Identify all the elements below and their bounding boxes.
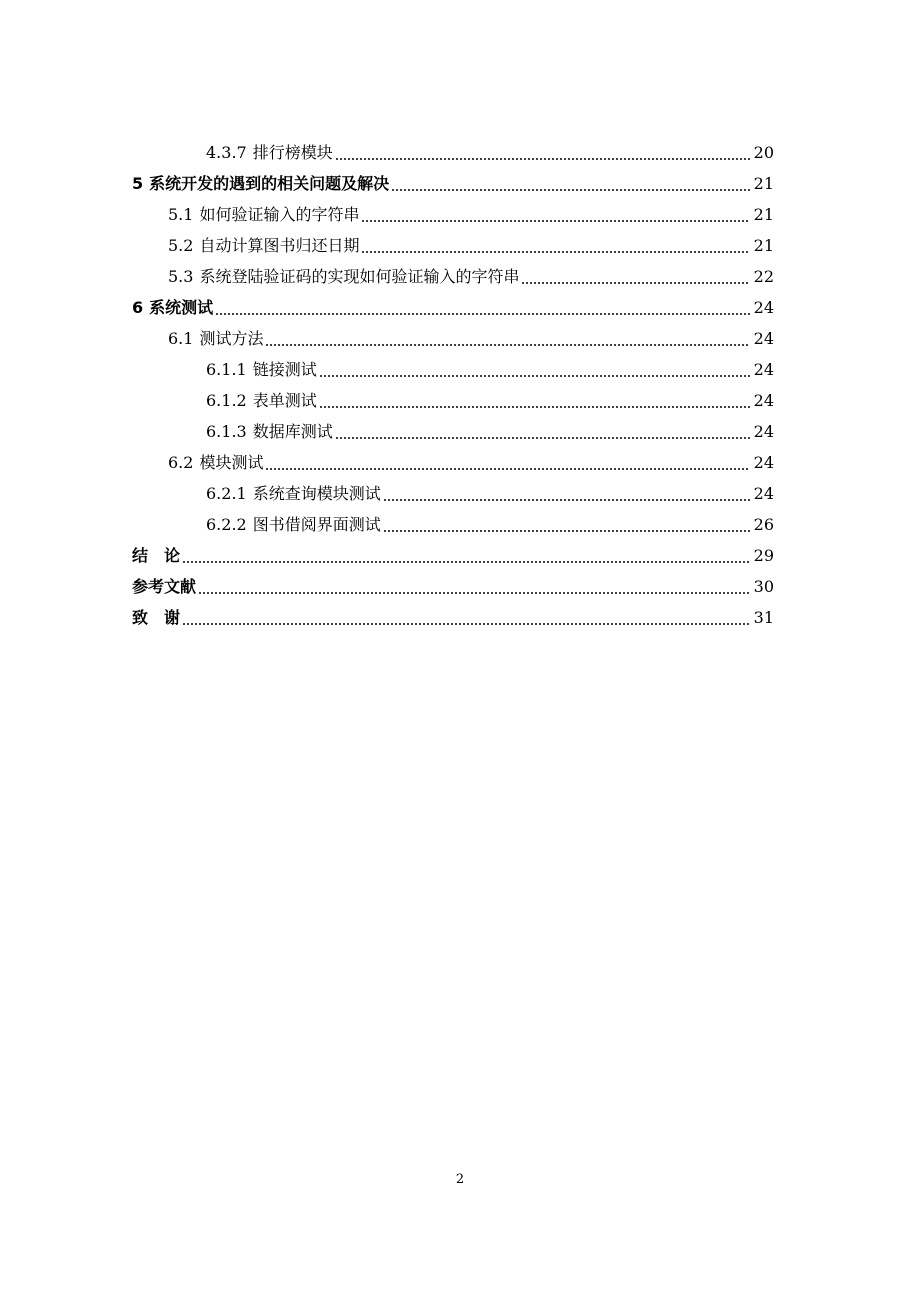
toc-entry[interactable] xyxy=(0,602,920,633)
toc-entry[interactable] xyxy=(0,540,920,571)
toc-entry-page: 24 xyxy=(753,391,774,410)
toc-entry-title: 参考文献 xyxy=(132,577,197,596)
toc-entry-title: 5.2 自动计算图书归还日期 xyxy=(168,236,360,255)
toc-leader-dots xyxy=(335,158,750,160)
toc-leader-dots xyxy=(182,623,750,625)
toc-entry-page: 24 xyxy=(753,298,774,317)
toc-leader-dots xyxy=(215,313,749,315)
toc-entry-page: 24 xyxy=(753,422,774,441)
toc-entry-page: 24 xyxy=(753,329,774,348)
toc-leader-dots xyxy=(383,499,750,501)
toc-entry-page: 21 xyxy=(753,205,774,224)
toc-entry-title: 6.1.3 数据库测试 xyxy=(206,422,333,441)
toc-leader-dots xyxy=(383,530,750,532)
toc-entry-title: 5 系统开发的遇到的相关问题及解决 xyxy=(132,174,390,193)
table-of-contents xyxy=(0,137,920,633)
toc-entry-title: 6 系统测试 xyxy=(132,298,214,317)
toc-leader-dots xyxy=(521,282,749,284)
toc-entry-page: 30 xyxy=(753,577,774,596)
toc-entry[interactable] xyxy=(0,137,920,168)
toc-entry-title: 致 谢 xyxy=(132,608,181,627)
toc-entry[interactable] xyxy=(0,385,920,416)
toc-entry-title: 5.1 如何验证输入的字符串 xyxy=(168,205,360,224)
toc-leader-dots xyxy=(361,251,749,253)
toc-entry-page: 22 xyxy=(753,267,774,286)
toc-entry[interactable] xyxy=(0,292,920,323)
toc-entry-page: 24 xyxy=(753,453,774,472)
toc-leader-dots xyxy=(182,561,750,563)
toc-entry-page: 24 xyxy=(753,360,774,379)
toc-entry[interactable] xyxy=(0,416,920,447)
toc-entry-title: 4.3.7 排行榜模块 xyxy=(206,143,333,162)
toc-entry[interactable] xyxy=(0,323,920,354)
toc-entry[interactable] xyxy=(0,571,920,602)
toc-entry[interactable] xyxy=(0,230,920,261)
toc-entry[interactable] xyxy=(0,354,920,385)
toc-entry-page: 26 xyxy=(753,515,774,534)
toc-entry-title: 5.3 系统登陆验证码的实现如何验证输入的字符串 xyxy=(168,267,520,286)
toc-leader-dots xyxy=(198,592,750,594)
toc-entry-page: 21 xyxy=(753,174,774,193)
toc-leader-dots xyxy=(265,468,749,470)
toc-entry-title: 结 论 xyxy=(132,546,181,565)
toc-entry[interactable] xyxy=(0,199,920,230)
toc-entry-title: 6.2.1 系统查询模块测试 xyxy=(206,484,381,503)
toc-leader-dots xyxy=(319,406,750,408)
toc-entry[interactable] xyxy=(0,447,920,478)
toc-leader-dots xyxy=(319,375,750,377)
toc-entry[interactable] xyxy=(0,168,920,199)
toc-entry-title: 6.2.2 图书借阅界面测试 xyxy=(206,515,381,534)
toc-entry-page: 31 xyxy=(753,608,774,627)
toc-leader-dots xyxy=(391,189,749,191)
toc-entry-page: 29 xyxy=(753,546,774,565)
toc-entry-page: 21 xyxy=(753,236,774,255)
toc-entry-title: 6.1.1 链接测试 xyxy=(206,360,317,379)
toc-entry-title: 6.2 模块测试 xyxy=(168,453,264,472)
toc-leader-dots xyxy=(265,344,749,346)
toc-leader-dots xyxy=(361,220,749,222)
toc-entry-title: 6.1.2 表单测试 xyxy=(206,391,317,410)
toc-leader-dots xyxy=(335,437,750,439)
toc-entry[interactable] xyxy=(0,478,920,509)
toc-entry[interactable] xyxy=(0,509,920,540)
toc-entry[interactable] xyxy=(0,261,920,292)
page-number: 2 xyxy=(455,1172,465,1187)
toc-entry-title: 6.1 测试方法 xyxy=(168,329,264,348)
toc-entry-page: 20 xyxy=(753,143,774,162)
toc-entry-page: 24 xyxy=(753,484,774,503)
